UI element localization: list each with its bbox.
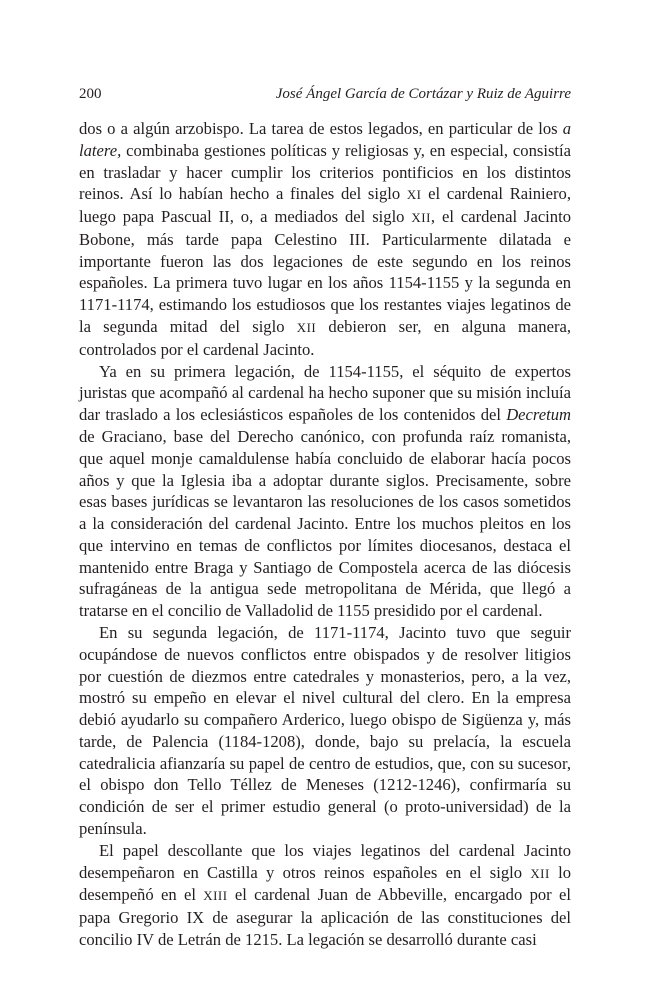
text-run: El papel descollante que los viajes legatinos del cardenal Jacinto desempeñaron en Castilla y otros reinos españoles en el siglo xyxy=(79,840,571,882)
century-numeral: XII xyxy=(296,320,317,336)
running-head xyxy=(79,86,571,106)
paragraph-4 xyxy=(79,840,571,951)
century-numeral: XII xyxy=(530,865,550,881)
text-run: el cardenal Juan de Abbeville, encargado por el papa Gregorio IX de asegurar la aplicación de las constituciones del concilio IV de Letrán de 1215. La legación se desarrolló durante casi xyxy=(79,885,572,949)
running-head-author: José Ángel García de Cortázar y Ruiz de Aguirre xyxy=(275,86,571,102)
text-run: de Graciano, base del Derecho canónico, con profunda raíz romanista, que aquel monje camaldulense había concluido de elaborar hacía pocos años y que la Iglesia iba a adoptar durante siglos. Precisamente, sobre esas bases jurídicas se levantaron las resoluciones de los casos sometidos a la consideración del cardenal Jacinto. Entre los muchos pleitos en los que intervino en temas de conflictos por límites diocesanos, destaca el mantenido entre Braga y Santiago de Compostela acerca de las diócesis sufragáneas de la antigua sede metropolitana de Mérida, que llegó a tratarse en el concilio de Valladolid de 1155 presidido por el cardenal. xyxy=(79,426,571,621)
century-numeral: XII xyxy=(411,210,431,226)
paragraph-3 xyxy=(79,622,571,840)
paragraph-2 xyxy=(79,361,571,622)
latin-term: a latere, xyxy=(79,119,571,160)
text-run: , el cardenal Jacinto Bobone, más tarde papa Celestino III. Particularmente dilatada e importante fueron las dos legaciones de este segundo en los reinos españoles. La primera tuvo lugar en los años 1154-1155 y la segunda en 1171-1174, estimando los estudiosos que los restantes viajes legatinos de la segunda mitad del siglo xyxy=(79,207,571,337)
century-numeral: XI xyxy=(406,187,422,203)
page-number: 200 xyxy=(79,86,102,102)
century-numeral: XIII xyxy=(203,888,228,904)
text-run: debieron ser, en alguna manera, controlados por el cardenal Jacinto. xyxy=(79,317,571,359)
text-run: En su segunda legación, de 1171-1174, Jacinto tuvo que seguir ocupándose de nuevos conflictos entre obispados y de resolver litigios por cuestión de diezmos entre catedrales y monasterios, pero, a la vez, mostró su empeño en elevar el nivel cultural del clero. En la empresa debió ayudarlo su compañero Arderico, luego obispo de Sigüenza y, más tarde, de Palencia (1184-1208), donde, bajo su prelacía, la escuela catedralicia afianzaría su papel de centro de estudios, que, con su sucesor, el obispo don Tello Téllez de Meneses (1212-1246), confirmaría su condición de ser el primer estudio general (o proto-universidad) de la península. xyxy=(79,622,571,838)
latin-term: Decretum xyxy=(506,405,571,425)
text-run: combinaba gestiones políticas y religiosas y, en especial, consistía en trasladar y hacer cumplir los criterios pontificios en los distintos reinos. Así lo habían hecho a finales del siglo xyxy=(79,140,571,204)
text-run: dos o a algún arzobispo. La tarea de estos legados, en particular de los xyxy=(79,119,563,138)
text-run: el cardenal Rainiero, luego papa Pascual II, o, a mediados del siglo xyxy=(79,184,571,227)
paragraph-1 xyxy=(79,118,571,361)
text-run: lo desempeñó en el xyxy=(79,862,571,905)
text-run: Ya en su primera legación, de 1154-1155, el séquito de expertos juristas que acompañó al cardenal ha hecho suponer que su misión incluía dar traslado a los eclesiásticos españoles de los contenidos del xyxy=(79,361,571,425)
body-text xyxy=(79,118,571,951)
